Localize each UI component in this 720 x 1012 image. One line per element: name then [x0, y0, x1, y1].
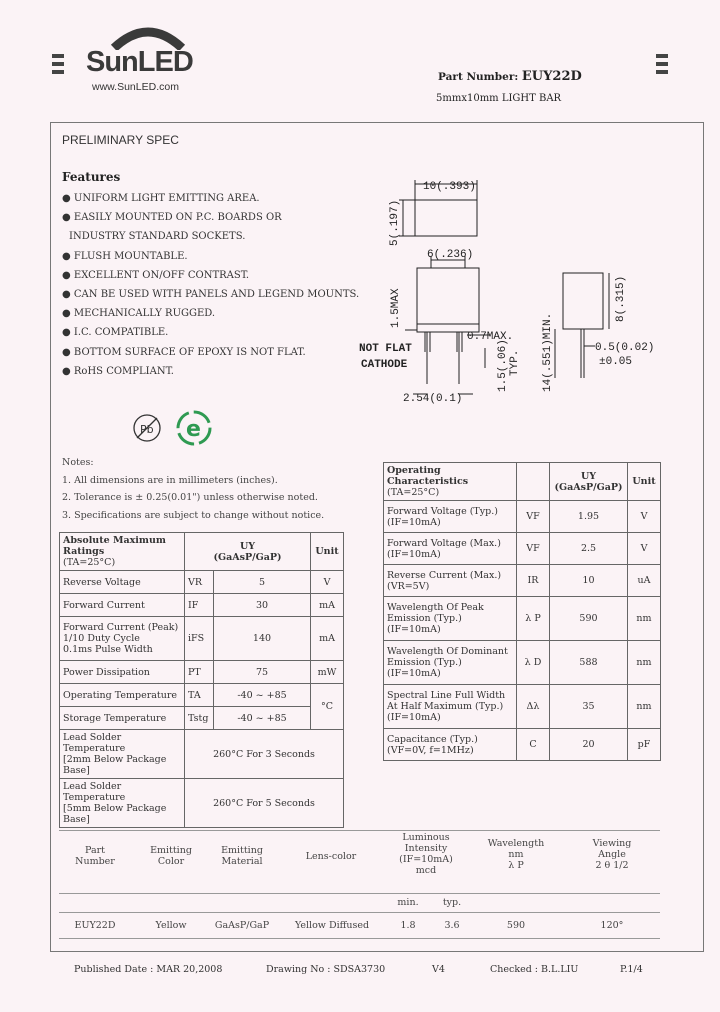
divider — [59, 830, 660, 831]
svg-text:CATHODE: CATHODE — [361, 359, 408, 371]
svg-text:2.54(0.1): 2.54(0.1) — [403, 393, 463, 405]
table-row: Forward Voltage (Max.) (IF=10mA) VF 2.5 V — [384, 533, 661, 565]
brand-logo: SunLED — [86, 46, 193, 78]
spec-title: PRELIMINARY SPEC — [62, 133, 179, 147]
header-wavelength: Wavelength nm λ P — [487, 838, 545, 871]
table-row: Reverse Current (Max.) (VR=5V) IR 10 uA — [384, 565, 661, 597]
svg-text:NOT FLAT: NOT FLAT — [359, 343, 412, 355]
note-item: 1. All dimensions are in millimeters (inches). — [62, 475, 278, 486]
corner-bar — [52, 54, 64, 58]
drawing-number: Drawing No : SDSA3730 — [266, 964, 386, 975]
header-part: Part Number — [75, 845, 115, 867]
header-lens: Lens-color — [305, 851, 357, 862]
table-row: Forward Current IF 30 mA — [60, 594, 344, 617]
divider — [59, 938, 660, 939]
features-heading: Features — [62, 170, 121, 184]
feature-item: ● CAN BE USED WITH PANELS AND LEGEND MOUNTS. — [62, 289, 360, 300]
product-description: 5mmx10mm LIGHT BAR — [436, 93, 562, 104]
feature-item: ● EXCELLENT ON/OFF CONTRAST. — [62, 270, 250, 281]
cell-angle: 120° — [600, 920, 624, 931]
svg-text:e: e — [186, 417, 201, 442]
header-typ: typ. — [442, 897, 462, 908]
note-item: 2. Tolerance is ± 0.25(0.01") unless otherwise noted. — [62, 492, 318, 503]
part-number: EUY22D — [521, 69, 582, 84]
table-row: Wavelength Of Dominant Emission (Typ.) (IF=10mA) λ D 588 nm — [384, 641, 661, 685]
absolute-max-table: Absolute Maximum Ratings (TA=25°C) UY (GaAsP/GaP) Unit Reverse Voltage VR 5 V Forward Current IF 30 mA Forward Current (Peak) 1/10 Duty Cycle 0.1ms Pulse Width iFS 140 mA Power Dissipation PT 75 mW Operating Temperature TA -40 ~ +85 °C Storage Temperature Tstg -40 ~ +85 Lead Solder Temperature [2mm Below Package Base] 260°C For 3 Seconds Lead Solder Temperature [5mm Below Package Base] 260°C For 5 Seconds — [59, 532, 344, 828]
table-row: Power Dissipation PT 75 mW — [60, 661, 344, 684]
feature-item: ● BOTTOM SURFACE OF EPOXY IS NOT FLAT. — [62, 347, 306, 358]
cell-part: EUY22D — [74, 920, 116, 931]
cell-wavelength: 590 — [506, 920, 526, 931]
header-color: Emitting Color — [150, 845, 192, 867]
svg-text:0.7MAX.: 0.7MAX. — [467, 331, 514, 343]
published-date: Published Date : MAR 20,2008 — [74, 964, 223, 975]
website: www.SunLED.com — [92, 81, 179, 93]
page-number: P.1/4 — [620, 964, 643, 975]
corner-bar — [656, 70, 668, 74]
table-row: Forward Voltage (Typ.) (IF=10mA) VF 1.95 V — [384, 501, 661, 533]
svg-text:10(.393): 10(.393) — [423, 181, 476, 193]
svg-text:8(.315): 8(.315) — [615, 275, 627, 322]
svg-text:Pb: Pb — [140, 423, 154, 436]
cell-typ: 3.6 — [444, 920, 460, 931]
table-row: Capacitance (Typ.) (VF=0V, f=1MHz) C 20 pF — [384, 729, 661, 761]
svg-text:1.5MAX: 1.5MAX — [390, 288, 402, 328]
cell-material: GaAsP/GaP — [214, 920, 270, 931]
front-view-body — [417, 268, 479, 324]
divider — [59, 893, 660, 894]
table-row: Lead Solder Temperature [5mm Below Package Base] 260°C For 5 Seconds — [60, 779, 344, 828]
header-angle: Viewing Angle 2 θ 1/2 — [592, 838, 632, 871]
side-view-body — [563, 273, 603, 329]
eco-icon — [176, 410, 212, 446]
top-view-body — [415, 200, 477, 236]
part-number-block — [438, 69, 582, 84]
feature-item: ● RoHS COMPLIANT. — [62, 366, 174, 377]
package-drawing — [355, 170, 655, 410]
svg-text:14(.551)MIN.: 14(.551)MIN. — [542, 312, 554, 392]
svg-text:0.5(0.02): 0.5(0.02) — [595, 342, 655, 354]
svg-text:TYP.: TYP. — [509, 349, 521, 376]
feature-item: INDUSTRY STANDARD SOCKETS. — [69, 231, 246, 242]
part-number-label: Part Number: — [438, 71, 519, 83]
table-row: Lead Solder Temperature [2mm Below Package Base] 260°C For 3 Seconds — [60, 730, 344, 779]
svg-text:6(.236): 6(.236) — [427, 249, 474, 261]
corner-bar — [656, 54, 668, 58]
header-material: Emitting Material — [221, 845, 263, 867]
corner-bar — [52, 62, 64, 66]
pb-free-icon — [132, 412, 162, 444]
note-item: 3. Specifications are subject to change without notice. — [62, 510, 325, 521]
feature-item: ● I.C. COMPATIBLE. — [62, 327, 169, 338]
checked-by: Checked : B.L.LIU — [490, 964, 579, 975]
feature-item: ● EASILY MOUNTED ON P.C. BOARDS OR — [62, 212, 282, 223]
feature-item: ● MECHANICALLY RUGGED. — [62, 308, 216, 319]
notes-heading: Notes: — [62, 457, 94, 468]
feature-item: ● FLUSH MOUNTABLE. — [62, 251, 188, 262]
cell-color: Yellow — [155, 920, 187, 931]
cell-lens: Yellow Diffused — [294, 920, 370, 931]
feature-item: ● UNIFORM LIGHT EMITTING AREA. — [62, 193, 260, 204]
table-row: Spectral Line Full Width At Half Maximum (Typ.) (IF=10mA) Δλ 35 nm — [384, 685, 661, 729]
header-luminous: Luminous Intensity (IF=10mA) mcd — [399, 832, 453, 876]
svg-text:1.5(.06): 1.5(.06) — [497, 339, 509, 392]
table-row: Reverse Voltage VR 5 V — [60, 571, 344, 594]
divider — [59, 912, 660, 913]
operating-characteristics-table: Operating Characteristics (TA=25°C) UY (GaAsP/GaP) Unit Forward Voltage (Typ.) (IF=10mA) VF 1.95 V Forward Voltage (Max.) (IF=10mA) VF 2.5 V Reverse Current (Max.) (VR=5V) IR 10 uA Wavelength Of Peak Emission (Typ.) (IF=10mA) λ P 590 nm Wavelength Of Dominant Emission (Typ.) (IF=10mA) λ D 588 nm Spectral Line Full Width At Half Maximum (Typ.) (IF=10mA) Δλ 35 nm Capacitance (Typ.) (VF=0V, f=1MHz) C 20 pF — [383, 462, 661, 761]
table-row: Storage Temperature Tstg -40 ~ +85 — [60, 707, 344, 730]
svg-text:5(.197): 5(.197) — [389, 199, 401, 246]
table-row: Forward Current (Peak) 1/10 Duty Cycle 0.1ms Pulse Width iFS 140 mA — [60, 617, 344, 661]
corner-bar — [52, 70, 64, 74]
header-min: min. — [397, 897, 419, 908]
table-row: Wavelength Of Peak Emission (Typ.) (IF=10mA) λ P 590 nm — [384, 597, 661, 641]
corner-bar — [656, 62, 668, 66]
cell-min: 1.8 — [400, 920, 416, 931]
table-row: Operating Temperature TA -40 ~ +85 °C — [60, 684, 344, 707]
svg-text:±0.05: ±0.05 — [599, 356, 633, 368]
version: V4 — [432, 964, 445, 975]
